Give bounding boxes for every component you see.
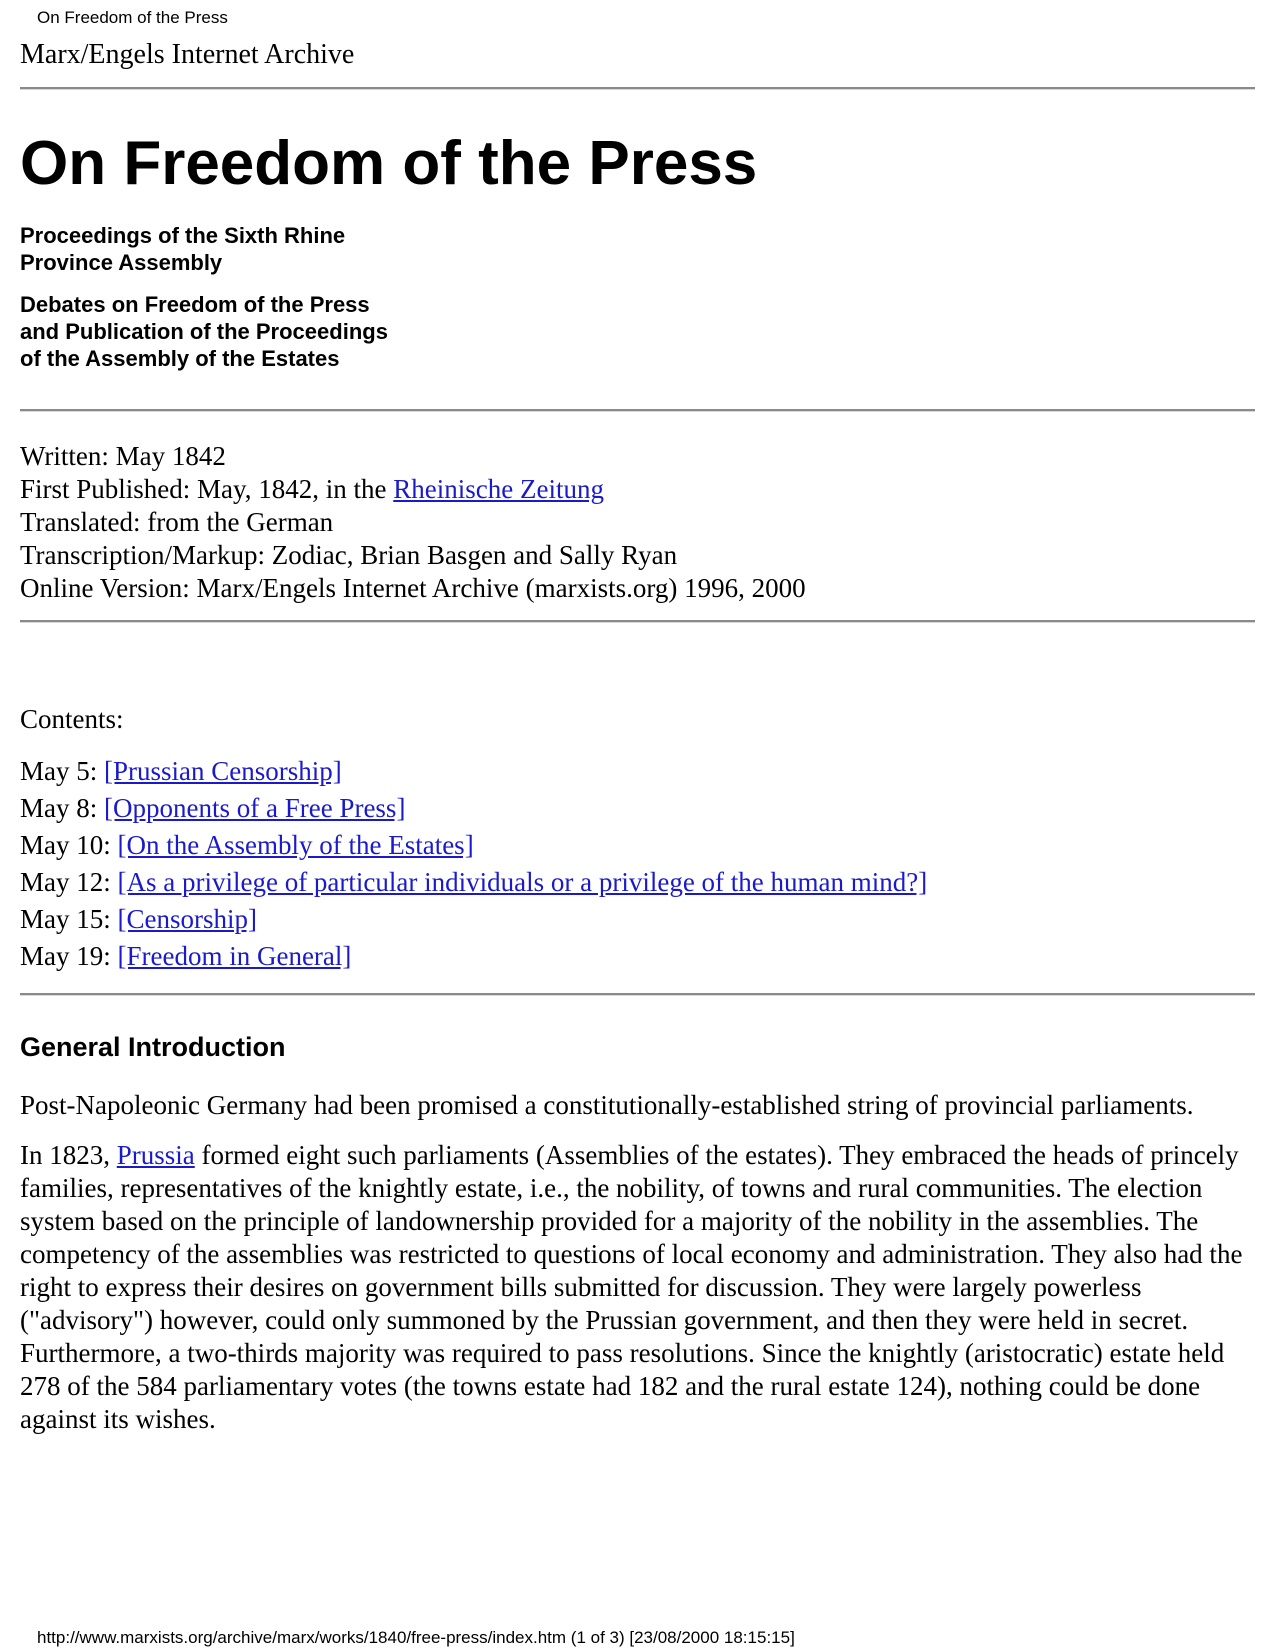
divider <box>20 87 1255 90</box>
divider <box>20 620 1255 623</box>
section-heading-introduction: General Introduction <box>20 1032 286 1062</box>
first-published-text: First Published: May, 1842, in the <box>20 474 394 504</box>
intro-paragraph-text: In 1823, <box>20 1140 117 1170</box>
print-footer-url: http://www.marxists.org/archive/marx/works/1840/free-press/index.htm (1 of 3) [23/08/2000 18:15:15] <box>37 1628 795 1647</box>
toc-link-censorship[interactable]: [Censorship] <box>117 904 257 934</box>
toc-link-freedom-general[interactable]: [Freedom in General] <box>117 941 352 971</box>
toc-item <box>20 864 1255 901</box>
toc-link-assembly-estates[interactable]: [On the Assembly of the Estates] <box>117 830 474 860</box>
divider <box>20 409 1255 412</box>
intro-paragraph-text: formed eight such parliaments (Assemblies of the estates). They embraced the heads of princely families, representatives of the knightly estate, i.e., the nobility, of towns and rural communities. The election system based on the principle of landownership provided for a majority of the nobility in the assemblies. The competency of the assemblies was restricted to questions of local economy and administration. They also had the right to express their desires on government bills submitted for discussion. They were largely powerless ("advisory") however, could only summoned by the Prussian government, and then they were held in secret. Furthermore, a two-thirds majority was required to pass resolutions. Since the knightly (aristocratic) estate held 278 of the 584 parliamentary votes (the towns estate had 182 and the rural estate 124), nothing could be done against its wishes. <box>20 1140 1243 1434</box>
print-header: On Freedom of the Press <box>37 8 228 27</box>
archive-name: Marx/Engels Internet Archive <box>20 39 355 70</box>
toc-date: May 10: <box>20 830 118 860</box>
divider <box>20 993 1255 996</box>
intro-paragraph <box>20 1139 1255 1436</box>
written-line: Written: May 1842 <box>20 441 226 471</box>
prussia-link[interactable]: Prussia <box>116 1140 195 1170</box>
subtitle-debates: Debates on Freedom of the Press and Publication of the Proceedings of the Assembly of the Estates <box>20 292 388 371</box>
toc-date: May 12: <box>20 867 118 897</box>
intro-paragraph: Post-Napoleonic Germany had been promised a constitutionally-established string of provincial parliaments. <box>20 1090 1194 1120</box>
table-of-contents <box>20 753 1255 975</box>
contents-label: Contents: <box>20 704 124 734</box>
page-title: On Freedom of the Press <box>20 129 758 198</box>
online-version-line: Online Version: Marx/Engels Internet Archive (marxists.org) 1996, 2000 <box>20 573 806 603</box>
toc-date: May 15: <box>20 904 118 934</box>
document-page <box>20 38 1255 1436</box>
first-published-line <box>20 473 1255 506</box>
transcription-line: Transcription/Markup: Zodiac, Brian Basgen and Sally Ryan <box>20 540 678 570</box>
rheinische-zeitung-link[interactable]: Rheinische Zeitung <box>393 474 604 504</box>
toc-item <box>20 790 1255 827</box>
toc-item <box>20 827 1255 864</box>
document-metadata <box>20 440 1255 605</box>
toc-item <box>20 753 1255 790</box>
toc-link-privilege[interactable]: [As a privilege of particular individuals or a privilege of the human mind?] <box>117 867 928 897</box>
toc-link-prussian-censorship[interactable]: [Prussian Censorship] <box>104 756 342 786</box>
subtitle-proceedings: Proceedings of the Sixth Rhine Province Assembly <box>20 223 346 275</box>
toc-item <box>20 938 1255 975</box>
toc-date: May 8: <box>20 793 104 823</box>
toc-date: May 5: <box>20 756 104 786</box>
translated-line: Translated: from the German <box>20 507 334 537</box>
toc-item <box>20 901 1255 938</box>
toc-link-opponents-free-press[interactable]: [Opponents of a Free Press] <box>104 793 406 823</box>
toc-date: May 19: <box>20 941 118 971</box>
